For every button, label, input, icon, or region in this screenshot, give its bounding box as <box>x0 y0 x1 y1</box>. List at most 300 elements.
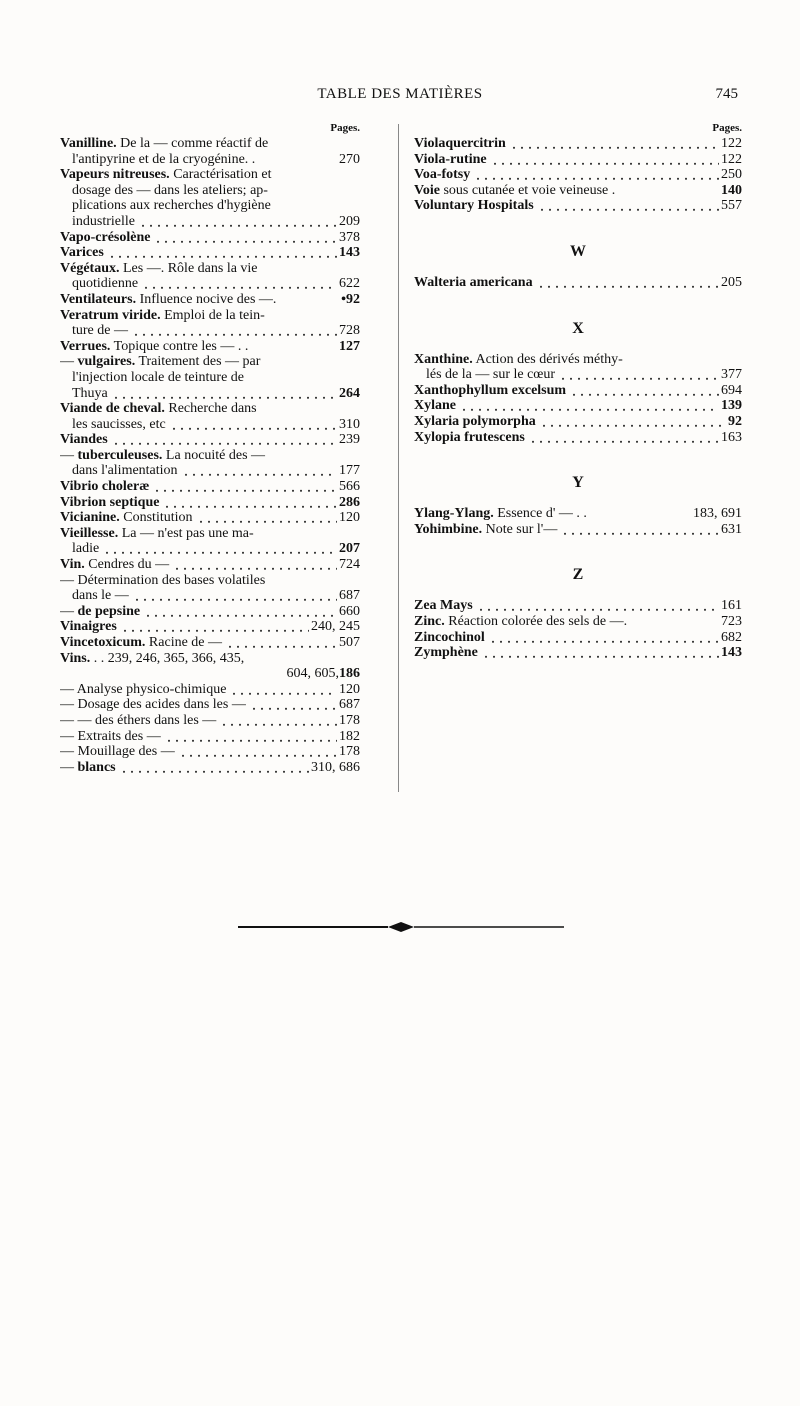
entry-headword: Viande de cheval. <box>60 401 165 417</box>
index-entry-line <box>60 697 360 713</box>
index-entry <box>60 339 360 355</box>
index-entry <box>60 604 360 620</box>
index-entry <box>60 167 360 229</box>
entry-page-number: 310, 686 <box>311 759 360 775</box>
dot-leader <box>161 495 337 511</box>
ornament-diamond <box>388 922 414 932</box>
entry-text <box>414 136 506 152</box>
index-entry <box>414 275 742 291</box>
section-gap <box>414 537 742 552</box>
index-entry-line <box>60 370 360 386</box>
dot-leader <box>101 541 337 557</box>
section-gap <box>414 445 742 460</box>
index-entry <box>414 152 742 168</box>
index-column-right <box>414 120 742 661</box>
entry-text: plications aux recherches d'hygiène <box>72 198 271 214</box>
index-entry <box>414 630 742 646</box>
letter-section <box>414 214 742 291</box>
entry-text: Végétaux. Les —. Rôle dans la vie <box>60 260 258 276</box>
entry-headword: Vibrion septique <box>60 494 160 510</box>
entry-headword: Varices <box>60 245 104 261</box>
entry-text: Zinc. Réaction colorée des sels de —. <box>414 613 628 629</box>
dot-leader <box>535 275 719 291</box>
index-entry-line <box>60 261 360 277</box>
index-entry-line <box>414 183 742 199</box>
entry-text: — Dosage des acides dans les — <box>60 697 246 713</box>
entry-text: — Mouillage des — <box>60 744 175 760</box>
entry-text: dans l'alimentation <box>72 463 178 479</box>
index-entry-line <box>60 744 360 760</box>
dot-leader <box>615 183 721 199</box>
entry-headword: Zymphène <box>414 645 478 661</box>
dot-leader <box>151 479 337 495</box>
end-ornament <box>238 920 564 934</box>
dot-leader <box>228 682 337 698</box>
dot-leader <box>110 386 337 402</box>
index-entry-line <box>60 635 360 651</box>
index-entry-line <box>414 367 742 383</box>
entry-text: l'antipyrine et de la cryogénine. . <box>72 151 256 167</box>
entry-headword: Xylopia frutescens <box>414 429 525 445</box>
page-number: 745 <box>715 86 738 102</box>
dot-leader <box>218 713 337 729</box>
dot-leader <box>568 383 719 399</box>
dot-leader <box>224 635 337 651</box>
dot-leader <box>177 744 337 760</box>
entry-text: — Analyse physico-chimique <box>60 681 227 697</box>
entry-text <box>414 598 473 614</box>
entry-text <box>60 495 159 511</box>
entry-page-number: 660 <box>339 603 360 619</box>
entry-headword: Vinaigres <box>60 619 117 635</box>
index-entry-line <box>60 167 360 183</box>
index-entry <box>60 557 360 573</box>
entry-page-number: 728 <box>339 323 360 339</box>
index-entry-line <box>60 183 360 199</box>
entry-headword: Voa-fotsy <box>414 167 471 183</box>
entry-text: — vulgaires. Traitement des — par <box>60 354 261 370</box>
entry-page-number: 687 <box>339 588 360 604</box>
entry-headword: Xanthophyllum excelsum <box>414 382 567 398</box>
entry-text: lés de la — sur le cœur <box>426 367 556 383</box>
entry-headword: Walteria americana <box>414 274 533 290</box>
index-entry <box>60 245 360 261</box>
entry-page-number: 270 <box>339 151 360 167</box>
index-entry-line <box>60 214 360 230</box>
entry-headword: Zincochinol <box>414 629 485 645</box>
index-entry-line <box>414 506 742 522</box>
entry-text: quotidienne <box>72 276 139 292</box>
page-title: TABLE DES MATIÈRES <box>317 86 483 102</box>
dot-leader <box>248 339 339 355</box>
index-entry <box>60 729 360 745</box>
entry-headword: Xanthine. <box>414 351 473 367</box>
entry-text: dans le — <box>72 588 129 604</box>
index-entry-line <box>60 448 360 464</box>
entry-page-number: 207 <box>339 541 360 557</box>
index-entry-line <box>414 136 742 152</box>
entry-text: Vicianine. Constitution <box>60 510 193 526</box>
entry-text: Vins. . . 239, 246, 365, 366, 435, <box>60 650 245 666</box>
entry-page-number: 286 <box>339 494 360 510</box>
letter-section <box>414 136 742 214</box>
entry-page-number: 239 <box>339 432 360 448</box>
dot-leader <box>130 323 337 339</box>
index-entry <box>60 760 360 776</box>
index-entry-line <box>414 414 742 430</box>
entry-page-number: 182 <box>339 728 360 744</box>
column-divider <box>398 124 399 792</box>
index-entry-line <box>60 729 360 745</box>
index-entry-line <box>414 645 742 661</box>
index-entry <box>414 598 742 614</box>
entry-text <box>414 383 566 399</box>
dot-leader <box>489 152 719 168</box>
entry-text: Veratrum viride. Emploi de la tein- <box>60 307 265 323</box>
dot-leader <box>557 367 719 383</box>
index-entry <box>60 136 360 167</box>
index-entry-line <box>414 383 742 399</box>
entry-page-number: 186 <box>339 666 360 682</box>
index-entry-line <box>414 352 742 368</box>
entry-text: — blancs <box>60 759 116 775</box>
entry-text: Yohimbine. Note sur l'— <box>414 521 558 537</box>
letter-section <box>414 537 742 660</box>
entry-headword: Voie <box>414 182 440 198</box>
entry-page-number: 161 <box>721 598 742 614</box>
index-entry-line <box>414 614 742 630</box>
entry-headword: Voluntary Hospitals <box>414 198 534 214</box>
dot-leader <box>559 522 719 538</box>
entry-text <box>60 245 104 261</box>
entry-page-number: 122 <box>721 151 742 167</box>
index-entry <box>60 526 360 557</box>
index-entry-line <box>60 541 360 557</box>
index-entry-line <box>414 398 742 414</box>
entry-page-number: 240, 245 <box>311 619 360 635</box>
entry-headword: Vibrio choleræ <box>60 479 150 495</box>
entry-page-number: 127 <box>339 338 360 354</box>
index-entry <box>60 510 360 526</box>
letter-section <box>414 291 742 446</box>
index-entry-line <box>60 386 360 402</box>
index-entry <box>60 573 360 604</box>
entry-headword: Viola-rutine <box>414 151 487 167</box>
entry-headword: Vapo-crésolène <box>60 229 151 245</box>
section-gap <box>414 291 742 306</box>
entry-headword: Xylane <box>414 398 456 414</box>
dot-leader <box>480 645 719 661</box>
entry-text <box>414 275 533 291</box>
index-entry-line <box>60 557 360 573</box>
index-entry-line <box>60 417 360 433</box>
dot-leader <box>195 510 338 526</box>
index-entry-line <box>60 354 360 370</box>
dot-leader <box>587 506 693 522</box>
entry-text: l'injection locale de teinture de <box>72 369 245 385</box>
entry-text: — de pepsine <box>60 603 141 619</box>
entry-page-number: 140 <box>721 182 742 198</box>
index-entry <box>414 398 742 414</box>
entry-text: ture de — <box>72 323 128 339</box>
entry-headword: de pepsine <box>77 603 141 619</box>
index-entry-line <box>60 510 360 526</box>
dot-leader <box>180 463 337 479</box>
entry-headword: Vanilline. <box>60 136 117 151</box>
index-entry-line <box>60 526 360 542</box>
dot-leader <box>255 152 339 168</box>
entry-text: Ylang-Ylang. Essence d' — . . <box>414 506 587 522</box>
entry-headword: Xylaria polymorpha <box>414 413 536 429</box>
dot-leader <box>527 430 719 446</box>
dot-leader <box>140 276 337 292</box>
entry-text: — — des éthers dans les — <box>60 712 217 728</box>
index-entry <box>60 697 360 713</box>
entry-headword: Violaquercitrin <box>414 136 506 151</box>
index-entry <box>414 383 742 399</box>
entry-headword: Ylang-Ylang. <box>414 506 494 522</box>
index-entry <box>414 136 742 152</box>
entry-page-number: 507 <box>339 635 360 650</box>
entry-text <box>414 414 536 430</box>
index-entry <box>60 651 360 682</box>
index-entry <box>414 167 742 183</box>
section-gap <box>414 214 742 229</box>
entry-page-number: 378 <box>339 229 360 245</box>
entry-page-number: 264 <box>339 385 360 401</box>
letter-heading: W <box>570 242 586 260</box>
dot-leader <box>168 417 337 433</box>
entry-text <box>414 198 534 214</box>
dot-leader <box>248 697 337 713</box>
entry-page-number: 209 <box>339 213 360 229</box>
index-entry-line <box>60 276 360 292</box>
index-entry-line <box>60 230 360 246</box>
entry-headword: tuberculeuses. <box>77 447 163 463</box>
running-head <box>0 86 800 106</box>
dot-leader <box>487 630 719 646</box>
entry-headword: Vins. <box>60 650 91 666</box>
index-entry <box>60 479 360 495</box>
dot-leader <box>110 432 337 448</box>
index-entry <box>60 744 360 760</box>
entry-headword: Zea Mays <box>414 598 473 614</box>
entry-headword: Végétaux. <box>60 260 120 276</box>
index-entry-line <box>60 682 360 698</box>
entry-page-number: 205 <box>721 274 742 290</box>
entry-page-number: 177 <box>339 463 360 479</box>
index-entry-line <box>60 245 360 261</box>
entry-text: Xanthine. Action des dérivés méthy- <box>414 351 623 367</box>
index-entry-line <box>60 152 360 168</box>
index-entry <box>60 354 360 401</box>
dot-leader <box>163 729 337 745</box>
index-entry-line <box>60 198 360 214</box>
index-entry-line <box>414 522 742 538</box>
entry-page-number: 183, 691 <box>693 506 742 522</box>
index-entry-line <box>60 495 360 511</box>
index-entry-line <box>414 430 742 446</box>
index-entry-line <box>60 136 360 152</box>
entry-text <box>414 645 478 661</box>
entry-text <box>60 230 150 246</box>
entry-headword: vulgaires. <box>77 354 136 370</box>
index-entry <box>60 448 360 479</box>
index-entry <box>60 261 360 292</box>
entry-page-number: 92 <box>728 413 742 429</box>
index-entry-line <box>60 323 360 339</box>
entry-text <box>414 167 470 183</box>
entry-text: Vincetoxicum. Racine de — <box>60 635 223 650</box>
entry-headword: Yohimbine. <box>414 521 483 537</box>
dot-leader <box>508 136 719 152</box>
index-entry-line <box>60 463 360 479</box>
index-entry-line <box>414 152 742 168</box>
entry-text: ladie <box>72 541 100 557</box>
entry-text: Verrues. Topique contre les — . . <box>60 338 249 354</box>
index-entry-line <box>60 292 360 308</box>
entry-extra-pages: 604, 605, <box>286 666 339 682</box>
entry-headword: Vieillesse. <box>60 525 119 541</box>
entry-page-number: 687 <box>339 697 360 713</box>
entry-page-number: 139 <box>721 398 742 414</box>
dot-leader <box>171 557 337 573</box>
dot-leader <box>119 619 309 635</box>
index-entry <box>60 682 360 698</box>
index-entry-line <box>60 651 360 667</box>
index-entry <box>60 495 360 511</box>
entry-page-number: •92 <box>341 291 360 307</box>
index-entry <box>60 432 360 448</box>
entry-page-number: 723 <box>721 613 742 629</box>
index-entry <box>414 614 742 630</box>
letter-heading: X <box>572 319 584 337</box>
dot-leader <box>472 167 719 183</box>
index-entry <box>60 713 360 729</box>
index-entry-line <box>60 619 360 635</box>
entry-text <box>60 479 149 495</box>
left-entry-list <box>60 136 360 775</box>
entry-page-number: 178 <box>339 712 360 728</box>
entry-text <box>414 630 485 646</box>
dot-leader <box>118 760 309 776</box>
index-entry-line <box>414 198 742 214</box>
entry-page-number: 682 <box>721 629 742 645</box>
entry-text: Ventilateurs. Influence nocive des —. <box>60 291 277 307</box>
entry-page-number: 566 <box>339 479 360 495</box>
index-entry-line <box>60 604 360 620</box>
index-entry <box>60 292 360 308</box>
entry-text <box>414 430 525 446</box>
entry-headword: Verrues. <box>60 338 111 354</box>
entry-headword: Veratrum viride. <box>60 307 161 323</box>
dot-leader <box>536 198 719 214</box>
index-entry-line <box>60 308 360 324</box>
entry-headword: Vin. <box>60 557 85 573</box>
index-entry-line <box>60 760 360 776</box>
dot-leader <box>106 245 337 261</box>
index-entry <box>414 506 742 522</box>
entry-text: Vin. Cendres du — <box>60 557 170 573</box>
entry-page-number: 143 <box>339 245 360 261</box>
entry-headword: Vapeurs nitreuses. <box>60 167 170 183</box>
index-entry <box>414 183 742 199</box>
dot-leader <box>276 292 341 308</box>
entry-text: industrielle <box>72 213 135 229</box>
entry-text <box>60 619 117 635</box>
dot-leader <box>137 214 337 230</box>
pages-label-right: Pages. <box>712 122 742 134</box>
letter-section <box>414 445 742 537</box>
index-entry-line <box>60 666 360 682</box>
index-entry-line <box>60 479 360 495</box>
dot-leader <box>627 614 721 630</box>
entry-text: Vieillesse. La — n'est pas une ma- <box>60 525 254 541</box>
entry-page-number: 143 <box>721 645 742 661</box>
entry-headword: Ventilateurs. <box>60 291 137 307</box>
index-entry <box>60 635 360 651</box>
entry-page-number: 163 <box>721 429 742 445</box>
dot-leader <box>142 604 337 620</box>
dot-leader <box>152 230 337 246</box>
index-entry-line <box>414 630 742 646</box>
index-entry <box>60 401 360 432</box>
entry-headword: blancs <box>77 759 116 775</box>
entry-text: — Extraits des — <box>60 728 161 744</box>
entry-page-number: 122 <box>721 136 742 151</box>
index-entry-line <box>60 339 360 355</box>
index-entry-line <box>414 598 742 614</box>
entry-text: Vapeurs nitreuses. Caractérisation et <box>60 167 272 183</box>
dot-leader <box>475 598 719 614</box>
index-entry <box>60 619 360 635</box>
entry-headword: Zinc. <box>414 613 445 629</box>
entry-headword: Vicianine. <box>60 510 120 526</box>
entry-text: — tuberculeuses. La nocuité des — <box>60 447 266 463</box>
entry-page-number: 178 <box>339 744 360 760</box>
index-entry-line <box>60 432 360 448</box>
dot-leader <box>131 588 337 604</box>
index-entry-line <box>60 713 360 729</box>
entry-page-number: 310 <box>339 416 360 432</box>
entry-text: Vanilline. De la — comme réactif de <box>60 136 269 151</box>
index-entry <box>60 230 360 246</box>
letter-heading: Z <box>572 566 584 584</box>
entry-page-number: 694 <box>721 382 742 398</box>
entry-text: les saucisses, etc <box>72 416 166 432</box>
entry-text <box>414 398 456 414</box>
entry-page-number: 724 <box>339 557 360 573</box>
entry-text <box>414 152 487 168</box>
index-entry <box>414 430 742 446</box>
index-entry <box>414 645 742 661</box>
index-entry-line <box>414 167 742 183</box>
entry-text: — Détermination des bases volatiles <box>60 572 266 588</box>
index-entry-line <box>60 401 360 417</box>
index-entry-line <box>414 275 742 291</box>
index-column-left <box>60 120 360 775</box>
entry-page-number: 631 <box>721 521 742 537</box>
dot-leader <box>458 398 719 414</box>
index-entry-line <box>60 588 360 604</box>
index-entry <box>60 308 360 339</box>
entry-text: Viande de cheval. Recherche dans <box>60 401 257 417</box>
letter-heading: Y <box>572 474 584 492</box>
entry-page-number: 120 <box>339 681 360 697</box>
right-section-list <box>414 136 742 661</box>
entry-page-number: 377 <box>721 367 742 383</box>
index-entry <box>414 198 742 214</box>
